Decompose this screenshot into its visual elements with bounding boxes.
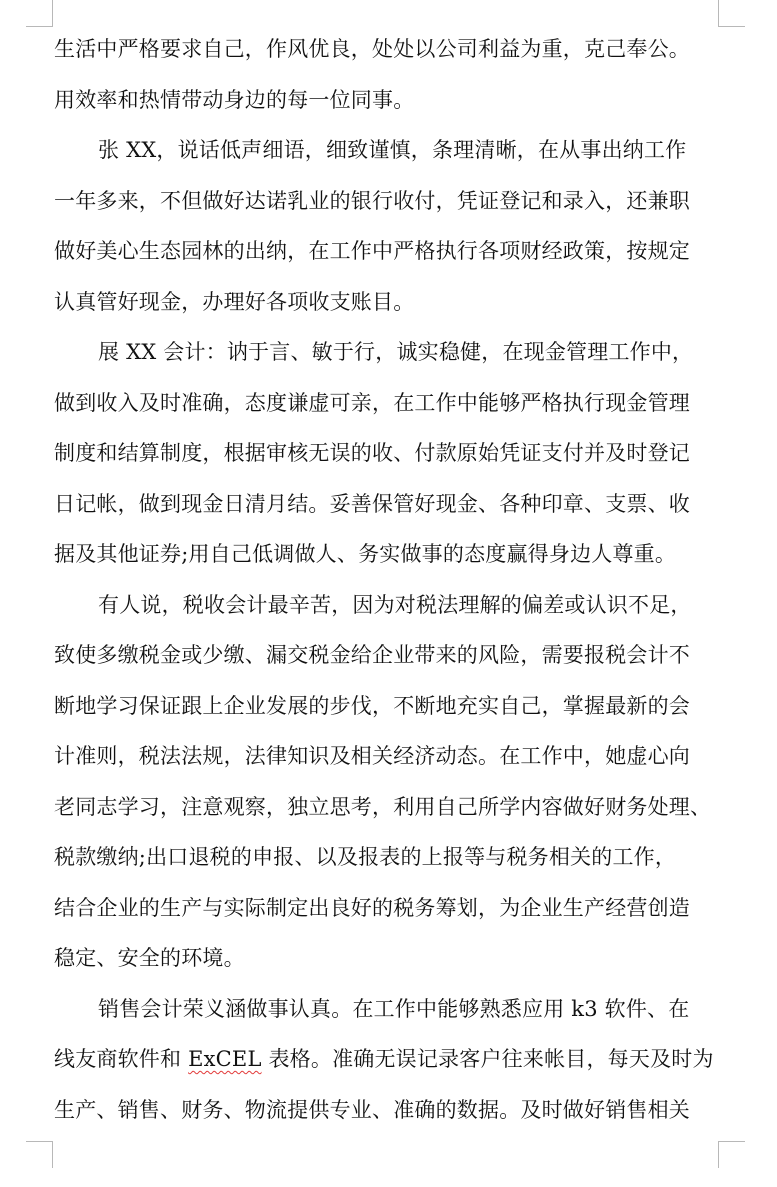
text-line: 张 XX，说话低声细语，细致谨慎，条理清晰，在从事出纳工作 [98, 138, 687, 162]
text-line: 致使多缴税金或少缴、漏交税金给企业带来的风险，需要报税会计不 [54, 643, 690, 667]
text-line: 稳定、安全的环境。 [54, 946, 245, 970]
text-line: 有人说，税收会计最辛苦，因为对税法理解的偏差或认识不足， [98, 592, 692, 617]
page-corner-mark-bottom-left [26, 1141, 53, 1168]
text-line: 做好美心生态园林的出纳，在工作中严格执行各项财经政策，按规定 [54, 239, 690, 263]
text-line: 计准则，税法法规，法律知识及相关经济动态。在工作中，她虚心向 [54, 744, 690, 768]
text-line: 认真管好现金，办理好各项收支账目。 [54, 289, 415, 314]
text-line: 结合企业的生产与实际制定出良好的税务筹划，为企业生产经营创造 [54, 895, 690, 920]
text-line: 断地学习保证跟上企业发展的步伐，不断地充实自己，掌握最新的会 [54, 693, 690, 718]
text-line: 一年多来，不但做好达诺乳业的银行收付，凭证登记和录入，还兼职 [54, 188, 690, 213]
text-segment: 线友商软件和 [54, 1047, 189, 1071]
text-line [54, 1034, 718, 1085]
text-line: 生活中严格要求自己，作风优良，处处以公司利益为重，克己奉公。 [54, 37, 690, 61]
spellcheck-flagged-word[interactable]: ExCEL [188, 1047, 262, 1071]
page-corner-mark-top-right [718, 0, 745, 27]
text-line: 税款缴纳;出口退税的申报、以及报表的上报等与税务相关的工作， [54, 845, 677, 869]
text-line: 生产、销售、财务、物流提供专业、准确的数据。及时做好销售相关 [54, 1097, 690, 1122]
page-corner-mark-bottom-right [718, 1141, 745, 1168]
text-line: 销售会计荣义涵做事认真。在工作中能够熟悉应用 k3 软件、在 [98, 996, 690, 1021]
text-line: 老同志学习，注意观察，独立思考，利用自己所学内容做好财务处理、 [54, 794, 712, 819]
text-line: 制度和结算制度，根据审核无误的收、付款原始凭证支付并及时登记 [54, 441, 690, 465]
text-line: 日记帐，做到现金日清月结。妥善保管好现金、各种印章、支票、收 [54, 491, 690, 516]
document-body[interactable] [54, 24, 718, 1135]
text-segment: 表格。准确无误记录客户往来帐目，每天及时为 [261, 1047, 714, 1071]
text-line: 据及其他证券;用自己低调做人、务实做事的态度赢得身边人尊重。 [54, 542, 677, 566]
text-line: 用效率和热情带动身边的每一位同事。 [54, 87, 415, 112]
text-line: 做到收入及时准确，态度谦虚可亲，在工作中能够严格执行现金管理 [54, 390, 690, 415]
page-corner-mark-top-left [26, 0, 53, 27]
text-line: 展 XX 会计：讷于言、敏于行，诚实稳健，在现金管理工作中， [98, 340, 694, 364]
